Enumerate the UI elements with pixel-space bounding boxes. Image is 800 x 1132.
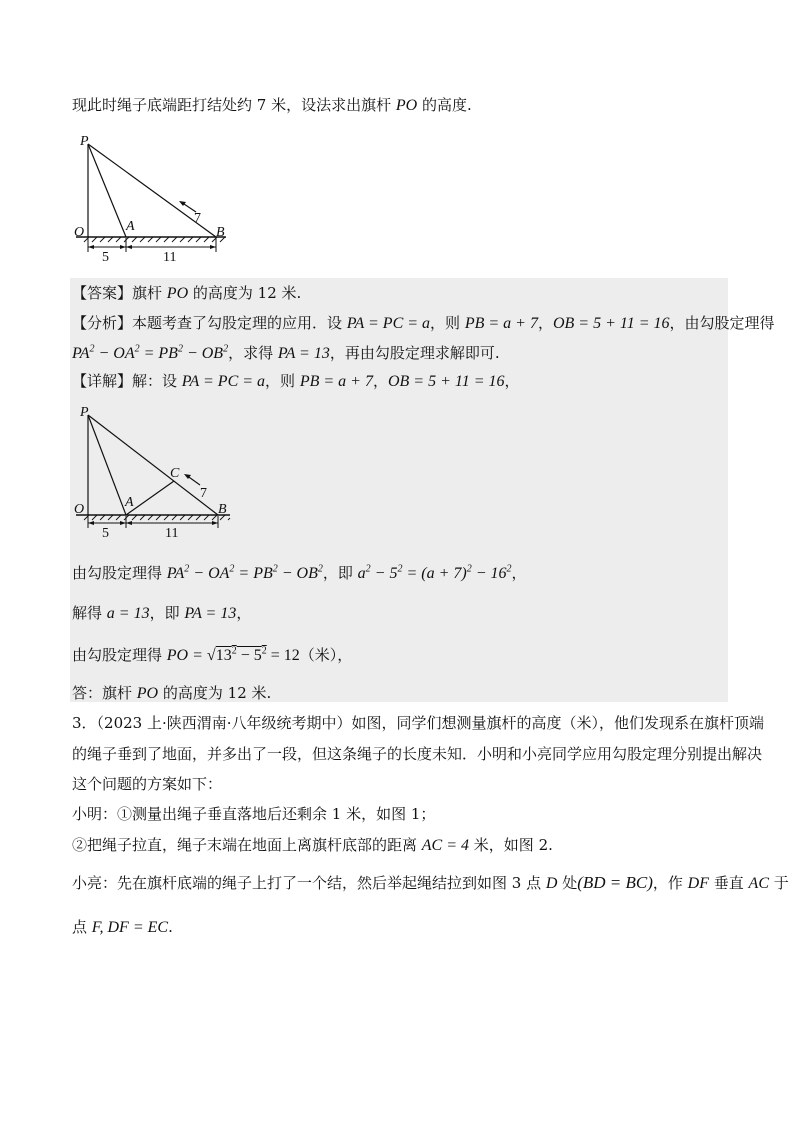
q3-line6-text: 小亮：先在旗杆底端的绳子上打了一个结，然后举起绳结拉到如图 3 点 [72,874,546,892]
detail-text: ， [504,372,520,390]
intro-var-po: PO [395,97,418,114]
detail-text: ，则 [265,372,300,390]
analysis-line-2 [72,342,500,365]
analysis-eq-ob: OB = 5 + 11 = 16 [552,315,670,332]
analysis-text: ，则 [430,314,465,332]
analysis-eq-pa13: PA = 13 [277,345,330,362]
fig1-label-a: A [126,219,135,234]
step4-text: 的高度为 12 米. [158,684,272,702]
q3-line-5 [72,834,553,857]
analysis-tag: 【分析】 [72,314,133,332]
answer-tag: 【答案】 [72,284,133,302]
q3-line6-text: 处 [557,874,578,892]
figure-1-triangle [70,130,240,265]
step4-text: 答：旗杆 [72,684,137,702]
step1-text: 由勾股定理得 [72,564,167,582]
fig1-label-o: O [74,225,85,240]
detail-eq-pa-pc: PA = PC = a [181,373,266,390]
analysis-text: ，由勾股定理得 [669,314,775,332]
analysis-text: ，求得 [228,344,278,362]
analysis-text: 本题考查了勾股定理的应用．设 [132,314,347,332]
detail-line [72,370,520,393]
q3-line7-text: 点 [72,918,92,936]
fig2-label-b: B [218,502,227,517]
intro-line [72,94,472,117]
fig2-label-seg-ab: 11 [165,526,179,540]
solution-step-3 [72,644,352,667]
detail-eq-pb: PB = a + 7 [299,373,373,390]
q3-line6-text: 垂直 [709,874,749,892]
detail-tag: 【详解】 [72,372,133,390]
step3-text: （米）， [299,646,353,664]
step3-eq-po: PO = [166,647,207,664]
fig2-label-c: C [170,466,180,481]
answer-var-po: PO [166,285,189,302]
q3-eq-bd-bc: (BD = BC) [577,873,653,892]
analysis-text: ， [537,314,553,332]
step1-text: ， [511,564,527,582]
intro-text: 现此时绳子底端距打结处约 7 米，设法求出旗杆 [72,96,396,114]
analysis-text: ，再由勾股定理求解即可. [329,344,500,362]
solution-step-1 [72,562,527,585]
fig2-label-rope-length: 7 [200,486,207,501]
answer-line [72,282,301,305]
fig1-label-seg-ab: 11 [163,250,177,265]
q3-eq-ac: AC = 4 [421,837,470,854]
detail-text: 解：设 [132,372,182,390]
step3-sqrt: $√13^2 - 5^2 = 12$ [206,645,300,664]
intro-suffix: 的高度. [417,96,472,114]
q3-line7-text: . [168,918,173,936]
q3-line5-text: ②把绳子拉直，绳子末端在地面上离旗杆底部的距离 [72,836,422,854]
fig2-label-seg-oa: 5 [102,526,109,540]
fig2-label-a: A [125,495,134,510]
analysis-line-1 [72,312,775,335]
fig1-label-seg-oa: 5 [102,250,109,265]
q3-line6-text: ，作 [652,874,688,892]
figure-2-triangle [70,403,240,540]
step2-eq-a13: a = 13 [106,605,150,622]
q3-line6-text: 于 [769,874,789,892]
q3-eq-df-ec: F, DF = EC [91,919,169,936]
fig2-label-o: O [74,502,85,517]
q3-line-7 [72,916,173,939]
step1-eq-pythag: $PA^2 - OA^2 = PB^2 - OB^2$ [166,563,323,582]
step1-text: ，即 [322,564,358,582]
q3-line-3: 这个问题的方案如下： [72,775,223,793]
fig1-label-p: P [80,134,89,149]
step1-eq-substituted: $a^2 - 5^2 = (a + 7)^2 - 16^2$ [357,563,512,582]
step4-var-po: PO [136,685,159,702]
detail-text: ， [372,372,388,390]
q3-line-4: 小明：①测量出绳子垂直落地后还剩余 1 米，如图 1； [72,805,436,823]
q3-line-6 [72,872,789,895]
analysis-eq-pythag: $PA^2 - OA^2 = PB^2 - OB^2$ [72,343,229,362]
fig1-label-b: B [216,225,225,240]
q3-line-2: 的绳子垂到了地面，并多出了一段，但这条绳子的长度未知．小明和小亮同学应用勾股定理分别提出解决 [72,745,763,763]
q3-seg-df: DF [687,875,709,892]
solution-step-4 [72,682,271,705]
q3-line5-text: 米，如图 2. [469,836,553,854]
fig2-label-p: P [80,405,89,420]
analysis-eq-pb: PB = a + 7 [464,315,538,332]
step2-eq-pa13: PA = 13 [184,605,237,622]
step2-text: 解得 [72,604,107,622]
answer-text: 旗杆 [132,284,167,302]
q3-line-1: 3．（2023 上·陕西渭南·八年级统考期中）如图，同学们想测量旗杆的高度（米），他们发现系在旗杆顶端 [72,714,765,732]
answer-text-end: 的高度为 12 米. [188,284,302,302]
q3-seg-ac: AC [748,875,769,892]
step3-text: 由勾股定理得 [72,646,167,664]
fig1-label-rope-length: 7 [194,211,201,226]
analysis-eq-pa-pc: PA = PC = a [346,315,431,332]
step2-text: ，即 [149,604,185,622]
q3-point-d: D [545,875,558,892]
solution-step-2 [72,602,251,625]
detail-eq-ob: OB = 5 + 11 = 16 [387,373,505,390]
step2-text: ， [236,604,252,622]
